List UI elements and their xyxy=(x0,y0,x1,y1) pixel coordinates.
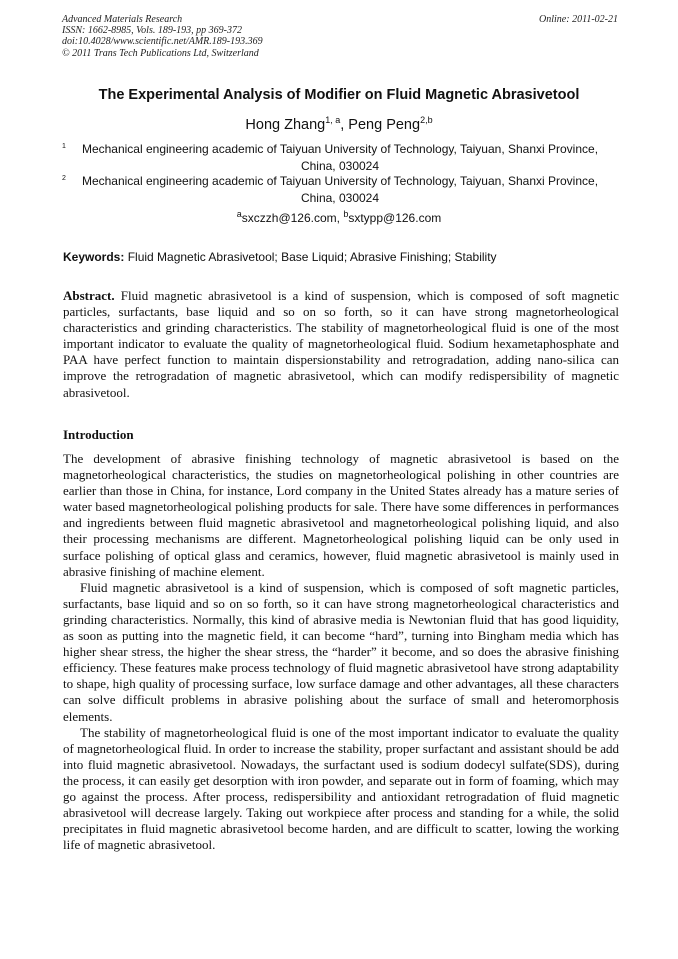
affiliation-number: 2 xyxy=(62,175,66,182)
author-name: Hong Zhang xyxy=(245,117,326,133)
issn-line: ISSN: 1662-8985, Vols. 189-193, pp 369-372 xyxy=(62,25,242,37)
journal-name: Advanced Materials Research xyxy=(62,14,183,25)
abstract-text: Fluid magnetic abrasivetool is a kind of suspension, which is composed of soft magnetic particles, surfactants, base liquid and so on so forth, so it can have strong magnetorheological characteristics and grinding characteristics. The stability of magnetorheological fluid is one of the most important indicator to evaluate the quality of magnetorheological fluid. Sodium hexametaphosphate and PAA have perfect function to maintain dispersionstability and retrogradation, adding nano-silica can improve the retrogradation of magnetic abrasivetool, which can modify redispersibility of magnetic abrasivetool. xyxy=(63,288,619,400)
email-address: sxczzh@126.com, xyxy=(241,211,344,225)
email-superscript: a xyxy=(236,209,242,219)
paragraph: Fluid magnetic abrasivetool is a kind of suspension, which is composed of soft magnetic particles, surfactants, base liquid and so on so forth, so it can have strong magnetorheological characteristics and grinding characteristics. Normally, this kind of abrasive media is Newtonian fluid that has good liquidity, as soon as putting into the magnetic field, it can become “hard”, turning into Bingham media which has higher shear stress, the higher the shear stress, the “harder” it become, and so does the abrasive finishing efficiency. These features make process technology of fluid magnetic abrasivetool have strong adaptability to shape, high quality of processing surface, low surface damage and other advantages, all these characters can solve difficult problems in abrasive polishing about the surface of small and heteromorphosis elements. xyxy=(63,579,619,724)
keywords-label: Keywords: xyxy=(63,250,125,264)
affiliation-1 xyxy=(62,141,618,175)
paragraph: The stability of magnetorheological fluid is one of the most important indicator to evaluate the quality of magnetorheological fluid. In order to increase the stability, proper surfactant and assistant should be add into fluid magnetic abrasivetool. Nowadays, the surfactant used is sodium dodecyl sulfate(SDS), during the process, it can easily get desorption with iron powder, and separate out in form of foaming, which may go against the process. After process, redispersibility and antioxidant retrogradation of fluid magnetic abrasivetool will decrease largely. Taking out workpiece after process and standing for a while, the solid precipitates in fluid magnetic abrasivetool become harden, and are difficult to scatter, lowing the working life of magnetic abrasivetool. xyxy=(63,724,619,853)
email-line xyxy=(40,210,638,227)
journal-header xyxy=(62,14,618,59)
keywords-text: Fluid Magnetic Abrasivetool; Base Liquid; Abrasive Finishing; Stability xyxy=(124,250,497,264)
section-heading: Introduction xyxy=(63,427,134,442)
copyright-line: © 2011 Trans Tech Publications Ltd, Switzerland xyxy=(62,47,259,59)
affiliation-text: China, 030024 xyxy=(300,159,380,173)
author-line xyxy=(40,115,638,135)
introduction-body xyxy=(63,451,619,853)
author-separator: , xyxy=(340,117,349,133)
doi-line: doi:10.4028/www.scientific.net/AMR.189-193.369 xyxy=(62,36,263,48)
online-date: Online: 2011-02-21 xyxy=(539,14,618,25)
email-address: sxtypp@126.com xyxy=(348,211,442,225)
affiliation-text: Mechanical engineering academic of Taiyuan University of Technology, Taiyuan, Shanxi Province, xyxy=(81,142,599,156)
keywords xyxy=(63,249,619,266)
author-name: Peng Peng xyxy=(348,117,421,133)
affiliation-2 xyxy=(62,173,618,207)
affiliation-number: 1 xyxy=(62,143,66,150)
author-superscript: 2,b xyxy=(420,115,433,126)
affiliation-text: Mechanical engineering academic of Taiyuan University of Technology, Taiyuan, Shanxi Province, xyxy=(81,174,599,188)
abstract xyxy=(63,288,619,401)
email-superscript: b xyxy=(343,209,349,219)
paper-title: The Experimental Analysis of Modifier on Fluid Magnetic Abrasivetool xyxy=(98,87,580,103)
affiliation-text: China, 030024 xyxy=(300,191,380,205)
paragraph: The development of abrasive finishing technology of magnetic abrasivetool is based on the magnetorheological characteristics, the studies on magnetorheological polishing in other countries are earlier than those in China, for instance, Lord company in the United States already has a mature series of water based magnetorheological polishing products for sale. There have some differences in performances and ingredients between fluid magnetic abrasivetool and magnetorheological polishing liquid, and also their processing mechanisms are different. Magnetorheological polishing liquid can be only used in surface polishing of optical glass and ceramics, however, fluid magnetic abrasivetool is mainly used in abrasive finishing of machine element. xyxy=(63,451,619,579)
author-superscript: 1, a xyxy=(325,115,341,126)
abstract-label: Abstract. xyxy=(63,288,115,303)
